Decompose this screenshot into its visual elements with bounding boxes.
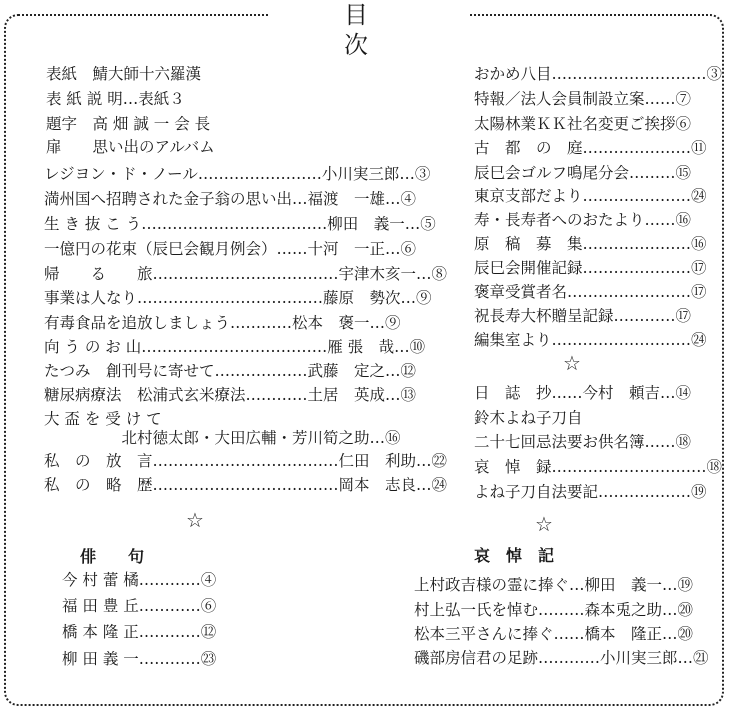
toc-entry-authors: 北村徳太郎・大田広輔・芳川筍之助…⑯ — [44, 429, 401, 447]
diary-entry: 哀 悼 録…………………………⑱ — [474, 458, 723, 476]
toc-entry: 辰巳会開催記録…………………⑰ — [474, 259, 707, 277]
section-star: ☆ — [535, 512, 553, 536]
toc-entry: おかめ八目…………………………③ — [474, 65, 723, 83]
toc-entry: 寿・長寿者へのおたより……⑯ — [474, 211, 692, 229]
toc-entry: 私 の 放 言………………………………仁田 利助…㉒ — [44, 452, 448, 470]
calligraphy-line: 題字 高 畑 誠 一 会 長 — [46, 115, 211, 133]
frontispiece-line: 扉 思い出のアルバム — [46, 138, 215, 156]
diary-entry: 二十七回忌法要お供名簿……⑱ — [474, 433, 692, 451]
haiku-entry: 福 田 豊 丘…………⑥ — [62, 597, 217, 615]
toc-entry: 編集室より………………………㉔ — [474, 331, 707, 349]
toc-entry: 満州国へ招聘された金子翁の思い出…福渡 一雄…④ — [44, 190, 417, 208]
toc-entry: 褒章受賞者名……………………⑰ — [474, 283, 707, 301]
page-title: 目 次 — [270, 0, 470, 30]
haiku-heading: 俳 句 — [80, 547, 145, 566]
toc-entry: 生 き 抜 こ う………………………………柳田 義一…⑤ — [44, 215, 436, 233]
section-star: ☆ — [563, 351, 581, 375]
toc-entry: 帰 る 旅………………………………宇津木亥一…⑧ — [44, 265, 448, 283]
toc-entry: 太陽林業ＫＫ社名変更ご挨拶⑥ — [474, 115, 692, 133]
toc-entry: 特報／法人会員制設立案……⑦ — [474, 90, 692, 108]
toc-entry: 糖尿病療法 松浦式玄米療法…………土居 英成…⑬ — [44, 386, 417, 404]
toc-entry: 私 の 略 歴………………………………岡本 志良…㉔ — [44, 476, 448, 494]
mourning-entry: 磯部房信君の足跡…………小川実三郎…㉑ — [414, 649, 709, 667]
diary-entry: 日 誌 抄……今村 頼吉…⑭ — [474, 384, 692, 402]
toc-entry: 事業は人なり………………………………藤原 勢次…⑨ — [44, 289, 432, 307]
toc-entry: 大 盃 を 受 け て — [44, 410, 162, 428]
toc-entry: 東京支部だより…………………㉔ — [474, 187, 707, 205]
mourning-entry: 村上弘一氏を悼む………森本兎之助…⑳ — [414, 601, 694, 619]
mourning-entry: 松本三平さんに捧ぐ……橋本 隆正…⑳ — [414, 625, 694, 643]
toc-entry: 辰巳会ゴルフ鳴尾分会………⑮ — [474, 164, 692, 182]
section-star: ☆ — [186, 508, 204, 532]
haiku-entry: 今 村 蕾 橘…………④ — [62, 571, 217, 589]
haiku-entry: 橋 本 隆 正…………⑫ — [62, 623, 217, 641]
mourning-heading: 哀 悼 記 — [474, 546, 555, 565]
cover-line: 表紙 鯖大師十六羅漢 — [46, 65, 202, 83]
diary-entry: よね子刀自法要記………………⑲ — [474, 483, 707, 501]
toc-entry: 原 稿 募 集…………………⑯ — [474, 235, 707, 253]
toc-entry: 向 う の お 山………………………………雁 張 哉…⑩ — [44, 338, 426, 356]
cover-description-line: 表 紙 説 明…表紙３ — [46, 90, 185, 108]
mourning-entry: 上村政吉様の霊に捧ぐ…柳田 義一…⑲ — [414, 576, 694, 594]
toc-entry: レジヨン・ド・ノール……………………小川実三郎…③ — [44, 165, 431, 183]
toc-entry: たつみ 創刊号に寄せて………………武藤 定之…⑫ — [44, 362, 417, 380]
diary-entry: 鈴木よね子刀自 — [474, 409, 583, 427]
toc-entry: 一億円の花束（辰巳会観月例会）……十河 一正…⑥ — [44, 240, 417, 258]
toc-entry: 古 都 の 庭…………………⑪ — [474, 139, 707, 157]
toc-entry: 有毒食品を追放しましょう…………松本 褒一…⑨ — [44, 314, 401, 332]
toc-entry: 祝長寿大杯贈呈記録…………⑰ — [474, 307, 692, 325]
haiku-entry: 柳 田 義 一…………㉓ — [62, 650, 217, 668]
